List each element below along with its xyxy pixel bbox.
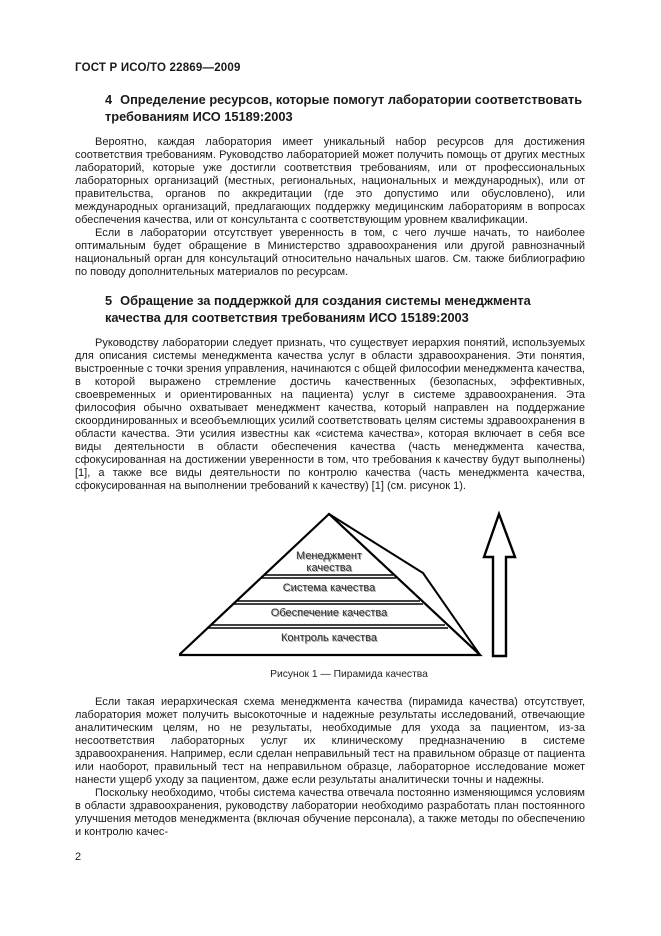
pyramid-level-assurance: Обеспечение качества bbox=[270, 607, 388, 619]
section-4-title: Определение ресурсов, которые помогут лаборатории соответствовать требованиям ИСО 15189:2003 bbox=[105, 92, 583, 124]
paragraph-pyramid-absence: Если такая иерархическая схема менеджмента качества (пирамида качества) отсутствует, лаборатория может получить высокоточные и надежные результаты исследований, отвечающие аналитическим целям, но не результаты, необходимые для ухода за пациентом, из-за несоответствия лабораторных услуг их клиническому предназначению в системе здравоохранения. Например, если сделан неправильный тест на правильном образце от пациента или наоборот, правильный тест на неправильном образце, лабораторное исследование может нанести ущерб уходу за пациентом, даже если результаты аналитически точны и надежны. bbox=[75, 696, 585, 786]
section-5-title: Обращение за поддержкой для создания системы менеджмента качества для соответствия требованиям ИСО 15189:2003 bbox=[105, 293, 531, 325]
section-5-number: 5 bbox=[105, 293, 113, 308]
section-4-number: 4 bbox=[105, 92, 113, 107]
paragraph-quality-hierarchy: Руководству лаборатории следует признать, что существует иерархия понятий, используемых для описания системы менеджмента качества услуг в области здравоохранения. Эти понятия, выстроенные с точки зрения управления, начинаются с общей философии менеджмента качества, в которой выражено стремление достичь качественных (безопасных, эффективных, своевременных и ориентированных на пациента) услуг в системе здравоохранения. Эта философия обычно охватывает менеджмент качества, который направлен на поддержание скоординированных и всеобъемлющих усилий соответствовать целям системы здравоохранения в области качества. Эти усилия известны как «система качества», которая включает в себя все виды деятельности в области обеспечения качества (часть менеджмента качества, сфокусированная на достижении уверенности в том, что требования к качеству будут выполнены) [1], а также все виды деятельности по контролю качества (часть менеджмента качества, сфокусированная на выполнении требований к качеству) [1] (см. рисунок 1). bbox=[75, 337, 585, 492]
figure-caption: Рисунок 1 — Пирамида качества bbox=[270, 669, 428, 680]
paragraph-resources-1: Вероятно, каждая лаборатория имеет уникальный набор ресурсов для достижения соответствия требованиям. Руководство лабораторией может получить помощь от других местных лабораторий, которые уже достигли соответствия требованиям, или от профессиональных лабораторных организаций (местных, региональных, национальных и международных), или от правительства, органов по аккредитации (где это допустимо или обусловлено), или международных организаций, предлагающих поддержку медицинским лабораториям в вопросах обеспечения качества, или от консультанта с соответствующим уровнем квалификации. bbox=[75, 136, 585, 226]
page-number: 2 bbox=[75, 851, 82, 863]
pyramid-level-management: Менеджмент качества bbox=[296, 550, 362, 574]
up-arrow-icon bbox=[484, 514, 515, 656]
section-4-heading bbox=[105, 91, 585, 125]
pyramid-level-control: Контроль качества bbox=[281, 632, 377, 644]
pyramid-diagram bbox=[179, 510, 519, 660]
paragraph-continuous-improvement: Поскольку необходимо, чтобы система качества отвечала постоянно изменяющимся условиям в области здравоохранения, руководству лаборатории необходимо разработать план постоянного улучшения методов менеджмента (включая обучение персонала), а также методы по обеспечению и контролю качес- bbox=[75, 787, 585, 838]
pyramid-level-system: Система качества bbox=[282, 582, 376, 594]
paragraph-resources-2: Если в лаборатории отсутствует уверенность в том, с чего лучше начать, то наиболее оптимальным будет обращение в Министерство здравоохранения или другой равнозначный национальный орган для консультаций относительно начальных шагов. См. также библиографию по поводу дополнительных материалов по ресурсам. bbox=[75, 227, 585, 278]
section-5-heading bbox=[105, 292, 585, 326]
document-header: ГОСТ Р ИСО/ТО 22869—2009 bbox=[75, 62, 241, 74]
quality-pyramid-figure bbox=[75, 510, 585, 680]
